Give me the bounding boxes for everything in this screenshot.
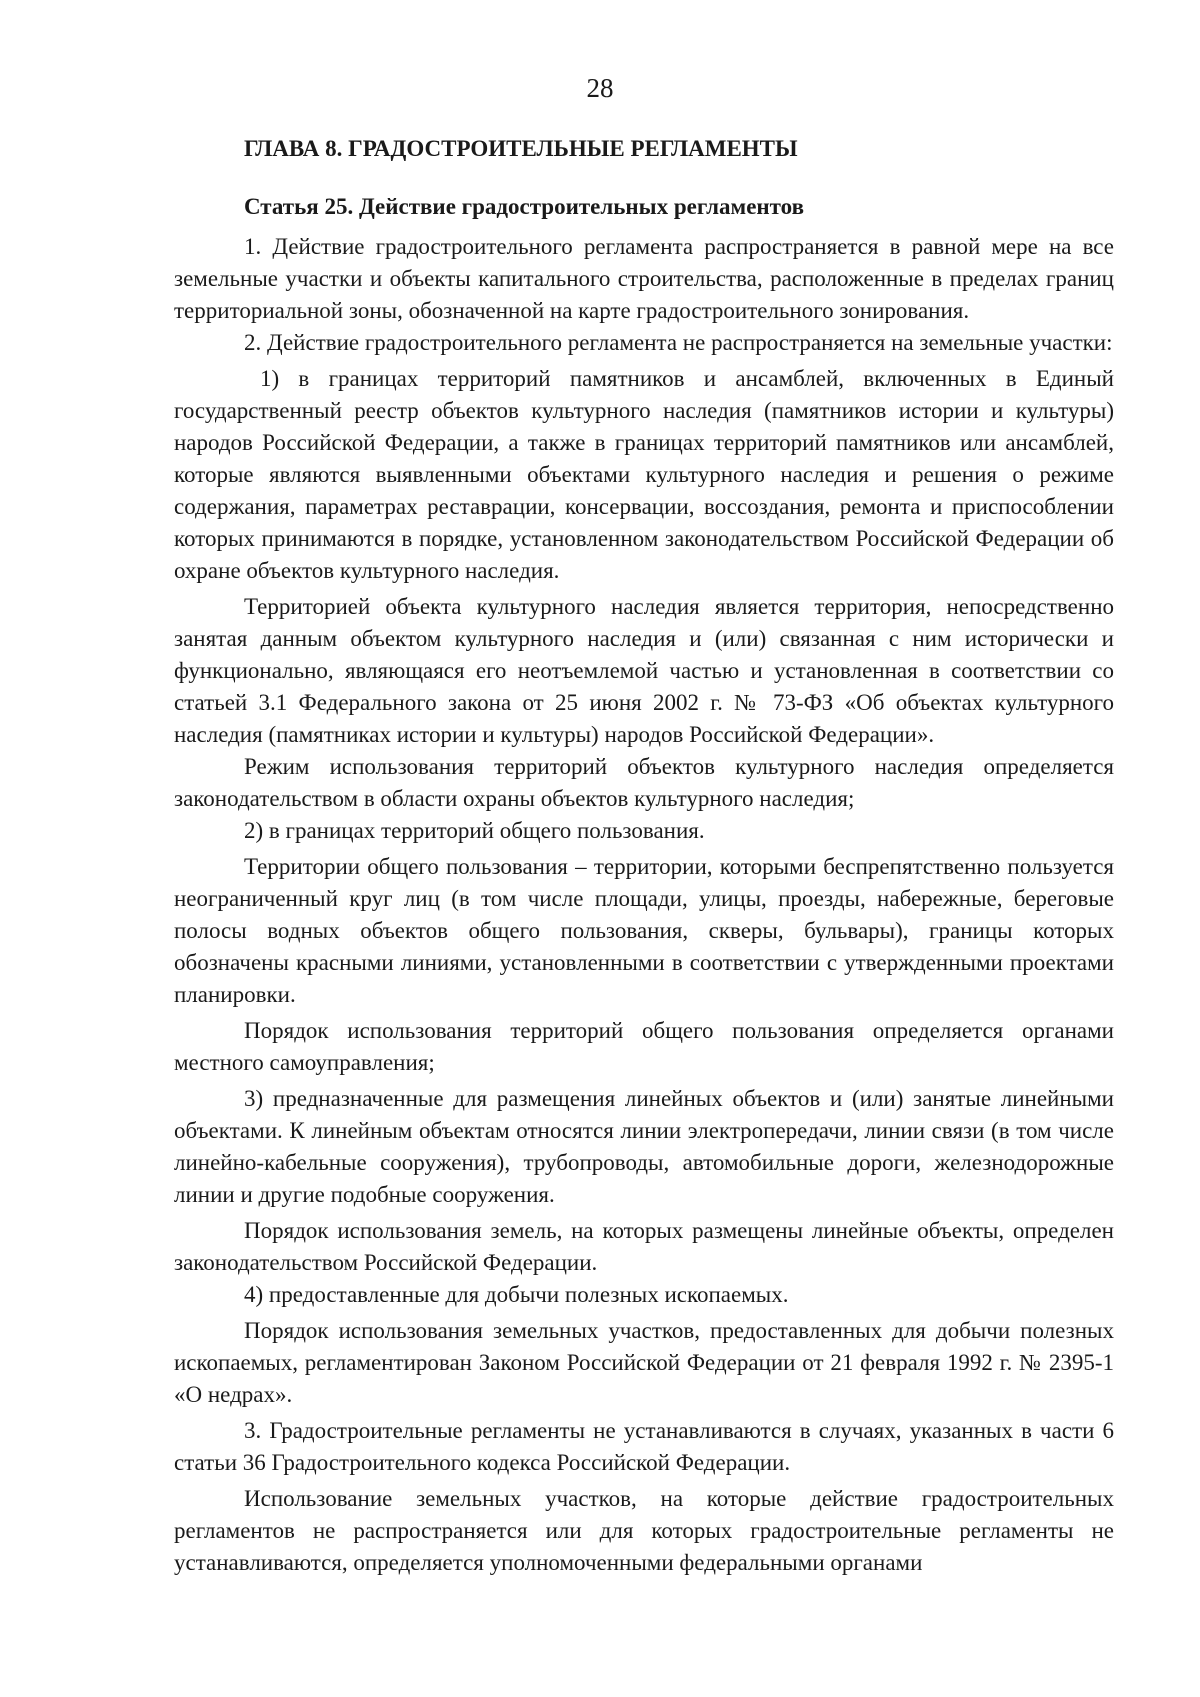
paragraph-heritage-regime: Режим использования территорий объектов культурного наследия определяется законодательством в области охраны объектов культурного наследия; (174, 754, 1114, 811)
paragraph-item-4: 4) предоставленные для добычи полезных ископаемых. (244, 1282, 789, 1307)
paragraph-item-1: 1) в границах территорий памятников и ансамблей, включенных в Единый государственный реестр объектов культурного наследия (памятников истории и культуры) народов Российской Федерации, а также в границах территорий памятников или ансамблей, которые являются выявленными объектами культурного наследия и решения о режиме содержания, параметрах реставрации, консервации, воссоздания, ремонта и приспособлении которых принимаются в порядке, установленном законодательством Российской Федерации об охране объектов культурного наследия. (174, 366, 1114, 583)
paragraph-item-3: 3) предназначенные для размещения линейных объектов и (или) занятые линейными объектами. К линейным объектам относятся линии электропередачи, линии связи (в том числе линейно-кабельные сооружения), трубопроводы, автомобильные дороги, железнодорожные линии и другие подобные сооружения. (174, 1086, 1114, 1207)
article-title: Статья 25. Действие градостроительных регламентов (244, 194, 805, 219)
paragraph-2: 2. Действие градостроительного регламента не распространяется на земельные участки: (244, 330, 1113, 355)
paragraph-item-2: 2) в границах территорий общего пользования. (244, 818, 705, 843)
paragraph-heritage-territory: Территорией объекта культурного наследия является территория, непосредственно занятая данным объектом культурного наследия и (или) связанная с ним исторически и функционально, являющаяся его неотъемлемой частью и установленная в соответствии со статьей 3.1 Федерального закона от 25 июня 2002 г. № 73-ФЗ «Об объектах культурного наследия (памятниках истории и культуры) народов Российской Федерации». (174, 594, 1114, 747)
paragraph-minerals-order: Порядок использования земельных участков, предоставленных для добычи полезных ископаемых, регламентирован Законом Российской Федерации от 21 февраля 1992 г. № 2395-1 «О недрах». (174, 1318, 1114, 1407)
paragraph-1: 1. Действие градостроительного регламента распространяется в равной мере на все земельные участки и объекты капитального строительства, расположенные в пределах границ территориальной зоны, обозначенной на карте градостроительного зонирования. (174, 234, 1114, 323)
chapter-title: ГЛАВА 8. ГРАДОСТРОИТЕЛЬНЫЕ РЕГЛАМЕНТЫ (244, 136, 798, 161)
page-number: 28 (586, 73, 614, 103)
paragraph-public-order: Порядок использования территорий общего пользования определяется органами местного самоуправления; (174, 1018, 1114, 1075)
paragraph-land-use: Использование земельных участков, на которые действие градостроительных регламентов не распространяется или для которых градостроительные регламенты не устанавливаются, определяется уполномоченными федеральными органами (174, 1486, 1114, 1575)
paragraph-3: 3. Градостроительные регламенты не устанавливаются в случаях, указанных в части 6 статьи 36 Градостроительного кодекса Российской Федерации. (174, 1418, 1114, 1475)
paragraph-public-territories: Территории общего пользования – территории, которыми беспрепятственно пользуется неограниченный круг лиц (в том числе площади, улицы, проезды, набережные, береговые полосы водных объектов общего пользования, скверы, бульвары), границы которых обозначены красными линиями, установленными в соответствии с утвержденными проектами планировки. (174, 854, 1114, 1007)
paragraph-linear-order: Порядок использования земель, на которых размещены линейные объекты, определен законодательством Российской Федерации. (174, 1218, 1114, 1275)
document-body (174, 133, 1114, 1579)
